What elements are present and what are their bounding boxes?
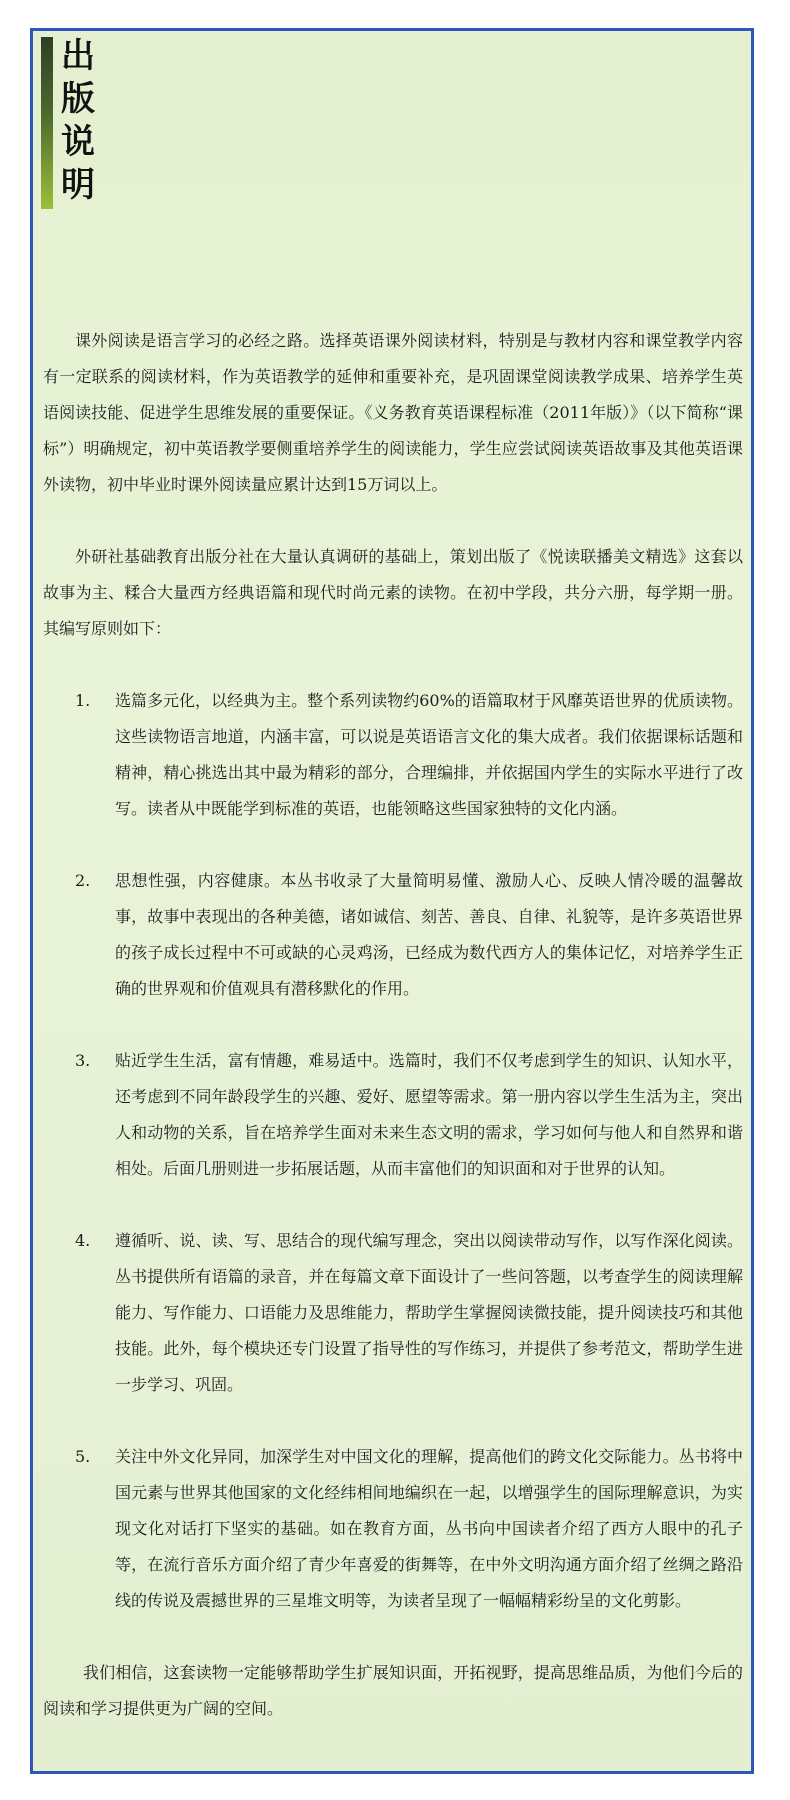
principles-list [43,683,743,1619]
title-accent-bar [41,37,53,209]
list-item [43,683,743,827]
intro-paragraph: 外研社基础教育出版分社在大量认真调研的基础上，策划出版了《悦读联播美文精选》这套以故事为主、糅合大量西方经典语篇和现代时尚元素的读物。在初中学段，共分六册，每学期一册。其编写原则如下： [43,547,743,638]
list-item [43,863,743,1007]
title-char: 说 [61,122,95,162]
body-content [43,323,743,1743]
list-item [43,1439,743,1619]
title-char: 出 [61,36,95,76]
page-frame [30,28,754,1774]
list-item-text: 关注中外文化异同，加深学生对中国文化的理解，提高他们的跨文化交际能力。丛书将中国元素与世界其他国家的文化经纬相间地编织在一起，以增强学生的国际理解意识，为实现文化对话打下坚实的基础。如在教育方面，丛书向中国读者介绍了西方人眼中的孔子等，在流行音乐方面介绍了青少年喜爱的街舞等，在中外文明沟通方面介绍了丝绸之路沿线的传说及震撼世界的三星堆文明等，为读者呈现了一幅幅精彩纷呈的文化剪影。 [115,1447,743,1610]
title-char: 明 [61,165,95,205]
section-title [41,37,95,209]
list-item [43,1223,743,1403]
list-item-number: 3. [75,1051,91,1070]
list-item-number: 5. [75,1447,91,1466]
title-char: 版 [61,79,95,119]
list-item [43,1043,743,1187]
title-text [58,35,98,207]
intro-paragraph: 课外阅读是语言学习的必经之路。选择英语课外阅读材料，特别是与教材内容和课堂教学内容有一定联系的阅读材料，作为英语教学的延伸和重要补充，是巩固课堂阅读教学成果、培养学生英语阅读技能、促进学生思维发展的重要保证。《义务教育英语课程标准（2011年版）》（以下简称“课标”）明确规定，初中英语教学要侧重培养学生的阅读能力，学生应尝试阅读英语故事及其他英语课外读物，初中毕业时课外阅读量应累计达到15万词以上。 [43,331,743,494]
list-item-text: 贴近学生生活，富有情趣，难易适中。选篇时，我们不仅考虑到学生的知识、认知水平，还考虑到不同年龄段学生的兴趣、爱好、愿望等需求。第一册内容以学生生活为主，突出人和动物的关系，旨在培养学生面对未来生态文明的需求，学习如何与他人和自然界和谐相处。后面几册则进一步拓展话题，从而丰富他们的知识面和对于世界的认知。 [115,1051,743,1178]
closing-paragraph: 我们相信，这套读物一定能够帮助学生扩展知识面，开拓视野，提高思维品质，为他们今后的阅读和学习提供更为广阔的空间。 [43,1663,743,1718]
list-item-number: 1. [75,691,91,710]
list-item-number: 4. [75,1231,91,1250]
list-item-text: 选篇多元化，以经典为主。整个系列读物约60%的语篇取材于风靡英语世界的优质读物。这些读物语言地道，内涵丰富，可以说是英语语言文化的集大成者。我们依据课标话题和精神，精心挑选出其中最为精彩的部分，合理编排，并依据国内学生的实际水平进行了改写。读者从中既能学到标准的英语，也能领略这些国家独特的文化内涵。 [115,691,743,818]
list-item-text: 遵循听、说、读、写、思结合的现代编写理念，突出以阅读带动写作，以写作深化阅读。丛书提供所有语篇的录音，并在每篇文章下面设计了一些问答题，以考查学生的阅读理解能力、写作能力、口语能力及思维能力，帮助学生掌握阅读微技能，提升阅读技巧和其他技能。此外，每个模块还专门设置了指导性的写作练习，并提供了参考范文，帮助学生进一步学习、巩固。 [115,1231,743,1394]
list-item-text: 思想性强，内容健康。本丛书收录了大量简明易懂、激励人心、反映人情冷暖的温馨故事，故事中表现出的各种美德，诸如诚信、刻苦、善良、自律、礼貌等，是许多英语世界的孩子成长过程中不可或缺的心灵鸡汤，已经成为数代西方人的集体记忆，对培养学生正确的世界观和价值观具有潜移默化的作用。 [115,871,743,998]
list-item-number: 2. [75,871,91,890]
